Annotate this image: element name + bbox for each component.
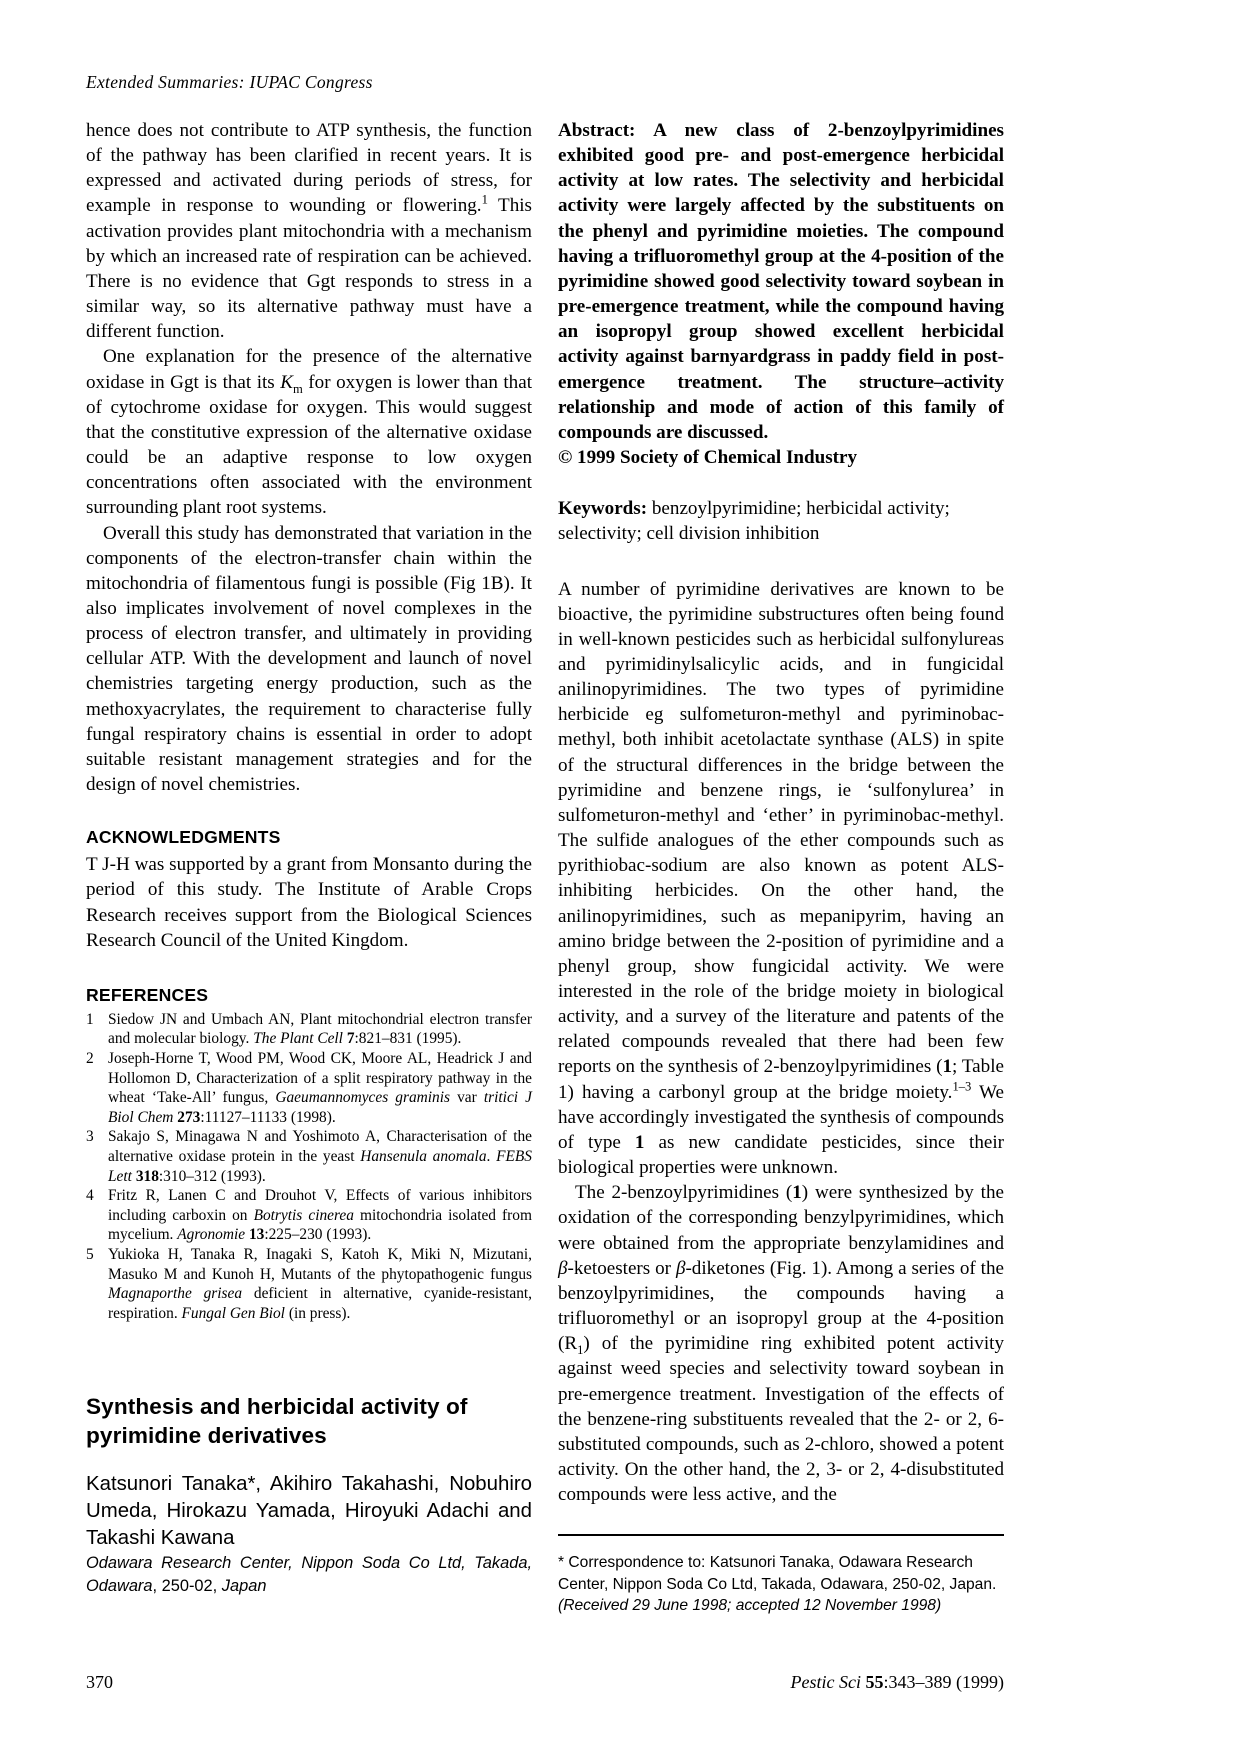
journal-pages: :343–389	[883, 1672, 952, 1692]
correspondence-footnote	[558, 1552, 1010, 1617]
article-title: Synthesis and herbicidal activity of pyrimidine derivatives	[86, 1394, 468, 1448]
reference-text: Yukioka H, Tanaka R, Inagaki S, Katoh K, Miki N, Mizutani, Masuko M and Kunoh H, Mutants of the phytopathogenic fungus Magnaporthe grisea deficient in alternative, cyanide-resistant, respiration. Fungal Gen Biol (in press).	[108, 1245, 533, 1322]
acknowledgments-text: T J-H was supported by a grant from Monsanto during the period of this study. The Institute of Arable Crops Research receives support from the Biological Sciences Research Council of the United Kingdom.	[86, 854, 532, 951]
footnote-line: Center, Nippon Soda Co Ltd, Takada, Odawara, 250-02, Japan.	[558, 1575, 997, 1593]
affiliation-part: , 250-02,	[152, 1576, 218, 1595]
journal-year: (1999)	[956, 1672, 1004, 1692]
body-paragraph: A number of pyrimidine derivatives are known to be bioactive, the pyrimidine substructures often being found in well-known pesticides such as herbicidal sulfonylureas and pyrimidinylsalicylic acids, and in fungicidal anilinopyrimidines. The two types of pyrimidine herbicide eg sulfometuron-methyl and pyriminobac-methyl, both inhibit acetolactate synthase (ALS) in spite of the structural differences in the bridge between the pyrimidine and benzene rings, ie ‘sulfonylurea’ in sulfometuron-methyl and ‘ether’ in pyriminobac-methyl. The sulfide analogues of the ether compounds such as pyrithiobac-sodium are also known as potent ALS-inhibiting herbicides. On the other hand, the anilinopyrimidines, such as mepanipyrim, having an amino bridge between the 2-position of pyrimidine and a phenyl group, show fungicidal activity. We were interested in the role of the bridge moiety in biological activity, and a survey of the literature and patents of the related compounds revealed that there had been few reports on the synthesis of 2-benzoylpyrimidines (1; Table 1) having a carbonyl group at the bridge moiety.$^{1-3}$ We have accordingly investigated the synthesis of compounds of type 1 as new candidate pesticides, since their biological properties were unknown.	[558, 578, 1005, 1179]
abstract-text: A new class of 2-benzoylpyrimidines exhibited good pre- and post-emergence herbicidal activity at low rates. The selectivity and herbicidal activity were largely affected by the substituents on the phenyl and pyrimidine moieties. The compound having a trifluoromethyl group at the 4-position of the pyrimidine showed good selectivity toward soybean in pre-emergence treatment, while the compound having an isopropyl group showed excellent herbicidal activity against barnyardgrass in paddy field in post-emergence treatment. The structure–activity relationship and mode of action of this family of compounds are discussed.	[558, 120, 1004, 443]
reference-item	[86, 1049, 532, 1127]
right-column	[558, 118, 1004, 1507]
affiliation-part: Odawara Research Center, Nippon Soda Co Ltd, Takada,	[86, 1554, 532, 1573]
journal-name: Pestic Sci	[790, 1672, 861, 1692]
running-head: Extended Summaries: IUPAC Congress	[86, 72, 373, 92]
article-authors: Katsunori Tanaka*, Akihiro Takahashi, Nobuhiro Umeda, Hirokazu Yamada, Hiroyuki Adachi and Takashi Kawana	[86, 1472, 532, 1549]
reference-number: 2	[86, 1050, 94, 1068]
reference-number: 5	[86, 1245, 94, 1263]
reference-number: 1	[86, 1010, 94, 1028]
footer-citation	[791, 1672, 1005, 1693]
body-paragraph: Overall this study has demonstrated that variation in the components of the electron-transfer chain within the mitochondria of filamentous fungi is possible (Fig 1B). It also implicates involvement of novel complexes in the process of electron transfer, and ultimately in providing cellular ATP. With the development and launch of novel chemistries targeting energy production, such as the methoxyacrylates, the requirement to characterise fully fungal respiratory chains is essential in order to adopt suitable resistant management strategies and for the design of novel chemistries.	[86, 522, 532, 796]
abstract	[558, 118, 1004, 470]
reference-number: 3	[86, 1128, 94, 1146]
copyright-line: © 1999 Society of Chemical Industry	[558, 447, 858, 469]
reference-item	[86, 1245, 532, 1323]
spacer	[558, 547, 1004, 577]
article-affiliation	[86, 1552, 532, 1597]
reference-text: Fritz R, Lanen C and Drouhot V, Effects of various inhibitors including carboxin on Botrytis cinerea mitochondria isolated from mycelium. Agronomie 13:225–230 (1993).	[108, 1187, 532, 1244]
affiliation-part: Odawara	[86, 1576, 153, 1595]
spacer	[86, 1451, 532, 1471]
footnote-line: * Correspondence to: Katsunori Tanaka, Odawara Research	[558, 1554, 973, 1571]
footnote-rule	[558, 1534, 1004, 1536]
keywords	[558, 496, 1004, 546]
reference-item	[86, 1186, 532, 1245]
body-paragraph: One explanation for the presence of the alternative oxidase in Ggt is that its $K_m$ for oxygen is lower than that of cytochrome oxidase for oxygen. This would suggest that the constitutive expression of the alternative oxidase could be an adaptive response to low oxygen concentrations often associated with the environment surrounding plant root systems.	[86, 346, 532, 519]
spacer	[558, 470, 1004, 496]
reference-item	[86, 1127, 532, 1186]
footnote-received-line: (Received 29 June 1998; accepted 12 November 1998)	[558, 1597, 942, 1615]
reference-text: Sakajo S, Minagawa N and Yoshimoto A, Characterisation of the alternative oxidase protein in the yeast Hansenula anomala. FEBS Lett 318:310–312 (1993).	[108, 1128, 532, 1185]
reference-list	[86, 1010, 532, 1324]
abstract-label: Abstract:	[558, 120, 636, 141]
keywords-text: benzoylpyrimidine; herbicidal activity; selectivity; cell division inhibition	[558, 498, 950, 545]
references-heading: REFERENCES	[86, 984, 209, 1005]
reference-text: Siedow JN and Umbach AN, Plant mitochondrial electron transfer and molecular biology. The Plant Cell 7:821–831 (1995).	[108, 1010, 532, 1048]
body-paragraph: hence does not contribute to ATP synthesis, the function of the pathway has been clarified in recent years. It is expressed and activated during periods of stress, for example in response to wounding or flowering.$^1$ This activation provides plant mitochondria with a mechanism by which an increased rate of respiration can be achieved. There is no evidence that Ggt responds to stress in a similar way, so its alternative pathway must have a different function.	[86, 120, 532, 343]
acknowledgments-heading: ACKNOWLEDGMENTS	[86, 827, 281, 848]
keywords-label: Keywords:	[558, 498, 648, 520]
affiliation-part: Japan	[221, 1576, 267, 1595]
page-number: 370	[86, 1672, 113, 1692]
spacer	[86, 953, 532, 985]
spacer	[86, 1323, 532, 1393]
journal-volume: 55	[865, 1672, 884, 1692]
reference-text: Joseph-Horne T, Wood PM, Wood CK, Moore AL, Headrick J and Hollomon D, Characterization of a split respiratory pathway in the wheat ‘Take-All’ fungus, Gaeumannomyces graminis var tritici J Biol Chem 273:11127–11133 (1998).	[108, 1050, 532, 1126]
left-column	[86, 118, 532, 1597]
reference-item	[86, 1010, 532, 1049]
reference-number: 4	[86, 1187, 94, 1205]
body-paragraph: The 2-benzoylpyrimidines (1) were synthesized by the oxidation of the corresponding benzylpyrimidines, which were obtained from the appropriate benzylamidines and β-ketoesters or β-diketones (Fig. 1). Among a series of the benzoylpyrimidines, the compounds having a trifluoromethyl or an isopropyl group at the 4-position $(R_1)$ of the pyrimidine ring exhibited potent activity against weed species and selectivity toward soybean in pre-emergence treatment. Investigation of the effects of the benzene-ring substituents revealed that the 2- or 2, 6-substituted compounds, such as 2-chloro, showed a potent activity. On the other hand, the 2, 3- or 2, 4-disubstituted compounds were less active, and the	[558, 1182, 1004, 1506]
spacer	[86, 797, 532, 827]
